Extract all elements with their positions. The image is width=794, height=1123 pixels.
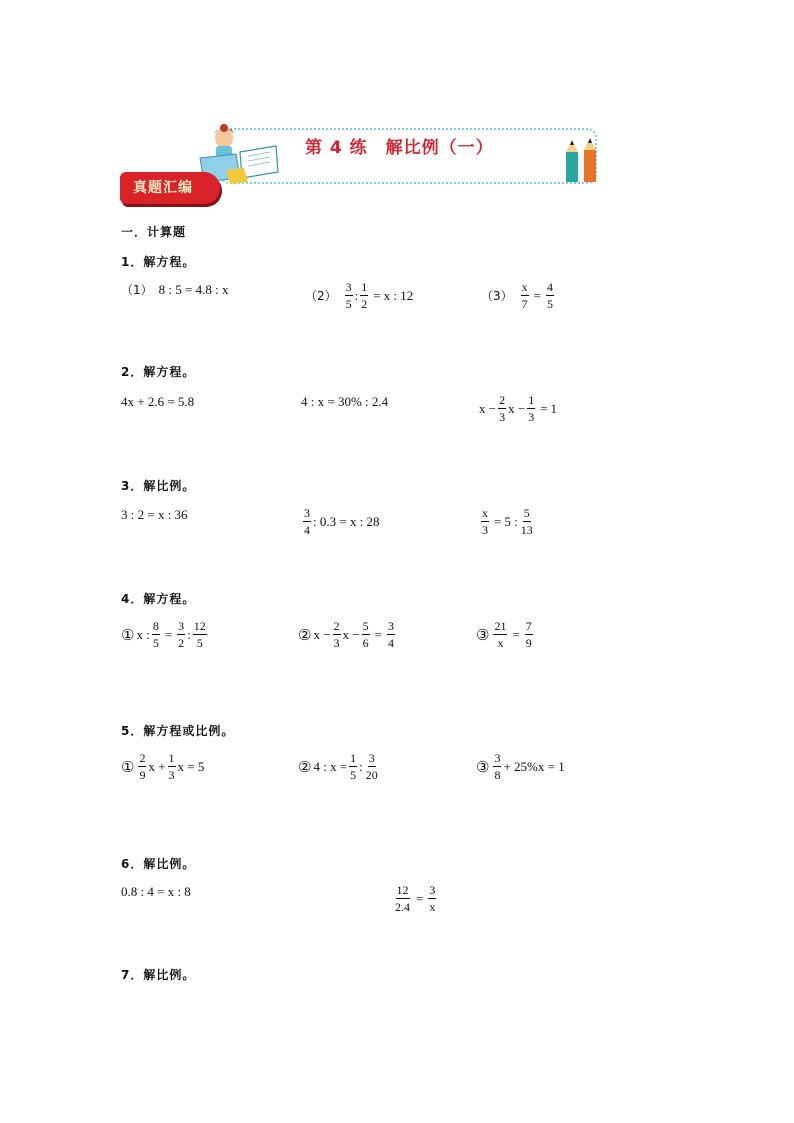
q1-label-3: （3） [481,289,513,303]
fraction: $\frac{5}{13}$ [520,506,533,537]
fraction: $\frac{x}{7}$ [521,280,528,311]
fraction: $\frac{3}{4}$ [304,506,310,537]
question-1-title: 1．解方程。 [121,255,196,269]
fraction: $\frac{3}{x}$ [429,883,436,914]
fraction: $\frac{8}{5}$ [152,619,159,650]
q1-label-2: （2） [305,289,337,303]
section-tab-label: 真题汇编 [133,180,193,196]
fraction: $\frac{1}{5}$ [350,751,357,782]
q2-equation-2: 4 : x = 30% : 2.4 [301,394,389,409]
fraction: $\frac{3}{8}$ [494,751,501,782]
fraction: $\frac{1}{3}$ [528,393,535,424]
q6-equation-1: 0.8 : 4 = x : 8 [121,884,191,899]
page-title: 第 4 练 解比例（一） [305,138,494,158]
fraction: $\frac{7}{9}$ [525,619,532,650]
fraction: $\frac{12}{5}$ [193,619,206,650]
fraction: $\frac{x}{3}$ [482,506,488,537]
question-4-title: 4．解方程。 [121,592,196,606]
fraction: $\frac{3}{2}$ [178,619,185,650]
fraction: $\frac{4}{5}$ [546,280,553,311]
q3-equation-1: 3 : 2 = x : 36 [121,507,188,522]
q3-equation-3: $\frac{x}{3}$ = 5 : $\frac{5}{13}$ [482,506,533,537]
question-6-title: 6．解比例。 [121,857,196,871]
fraction: $\frac{1}{3}$ [168,751,175,782]
fraction: $\frac{1}{2}$ [361,280,368,311]
fraction: $\frac{2}{3}$ [499,393,506,424]
q1-equation-1: 8 : 5 = 4.8 : x [158,281,229,297]
q1-equation-2-rest: x : 12 [383,287,414,303]
fraction: $\frac{2}{9}$ [139,751,146,782]
q2-equation-3: x − $\frac{2}{3}$ x − $\frac{1}{3}$ = 1 [479,393,558,424]
q4-equation-1: ① x : $\frac{8}{5}$ = $\frac{3}{2}$ : $\frac{12}{5}$ [121,619,206,650]
q1-part1 [121,281,228,298]
q4-equation-2: ② x − $\frac{2}{3}$ x − $\frac{5}{6}$ = $\frac{3}{4}$ [298,619,394,650]
pencils-icon [562,136,606,184]
fraction: $\frac{3}{4}$ [387,619,394,650]
question-2-title: 2．解方程。 [121,365,196,379]
question-5-title: 5．解方程或比例。 [121,724,235,738]
fraction: $\frac{3}{20}$ [365,751,378,782]
q6-equation-2: $\frac{12}{2.4}$ = $\frac{3}{x}$ [395,883,436,914]
fraction: $\frac{12}{2.4}$ [395,883,410,914]
fraction: $\frac{5}{6}$ [362,619,369,650]
q4-equation-3: ③ $\frac{21}{x}$ = $\frac{7}{9}$ [476,619,532,650]
section-heading: 一．计算题 [121,225,187,239]
q1-part2: （2） $\frac{3}{5}$ : $\frac{1}{2}$ = x : 12 [305,280,414,311]
q5-equation-3: ③ $\frac{3}{8}$ + 25%x = 1 [476,751,565,782]
q1-part3: （3） $\frac{x}{7}$ = $\frac{4}{5}$ [481,280,553,311]
fraction: $\frac{2}{3}$ [333,619,340,650]
q2-equation-1: 4x + 2.6 = 5.8 [121,394,195,409]
q3-equation-2: $\frac{3}{4}$ : 0.3 = x : 28 [304,506,380,537]
q5-equation-1: ① $\frac{2}{9}$ x + $\frac{1}{3}$ x = 5 [121,751,205,782]
q5-equation-2: ② 4 : x = $\frac{1}{5}$ : $\frac{3}{20}$ [298,751,378,782]
q1-label-1: （1） [121,283,153,297]
fraction: $\frac{3}{5}$ [345,280,352,311]
fraction: $\frac{21}{x}$ [494,619,507,650]
question-3-title: 3．解比例。 [121,479,196,493]
question-7-title: 7．解比例。 [121,968,196,982]
